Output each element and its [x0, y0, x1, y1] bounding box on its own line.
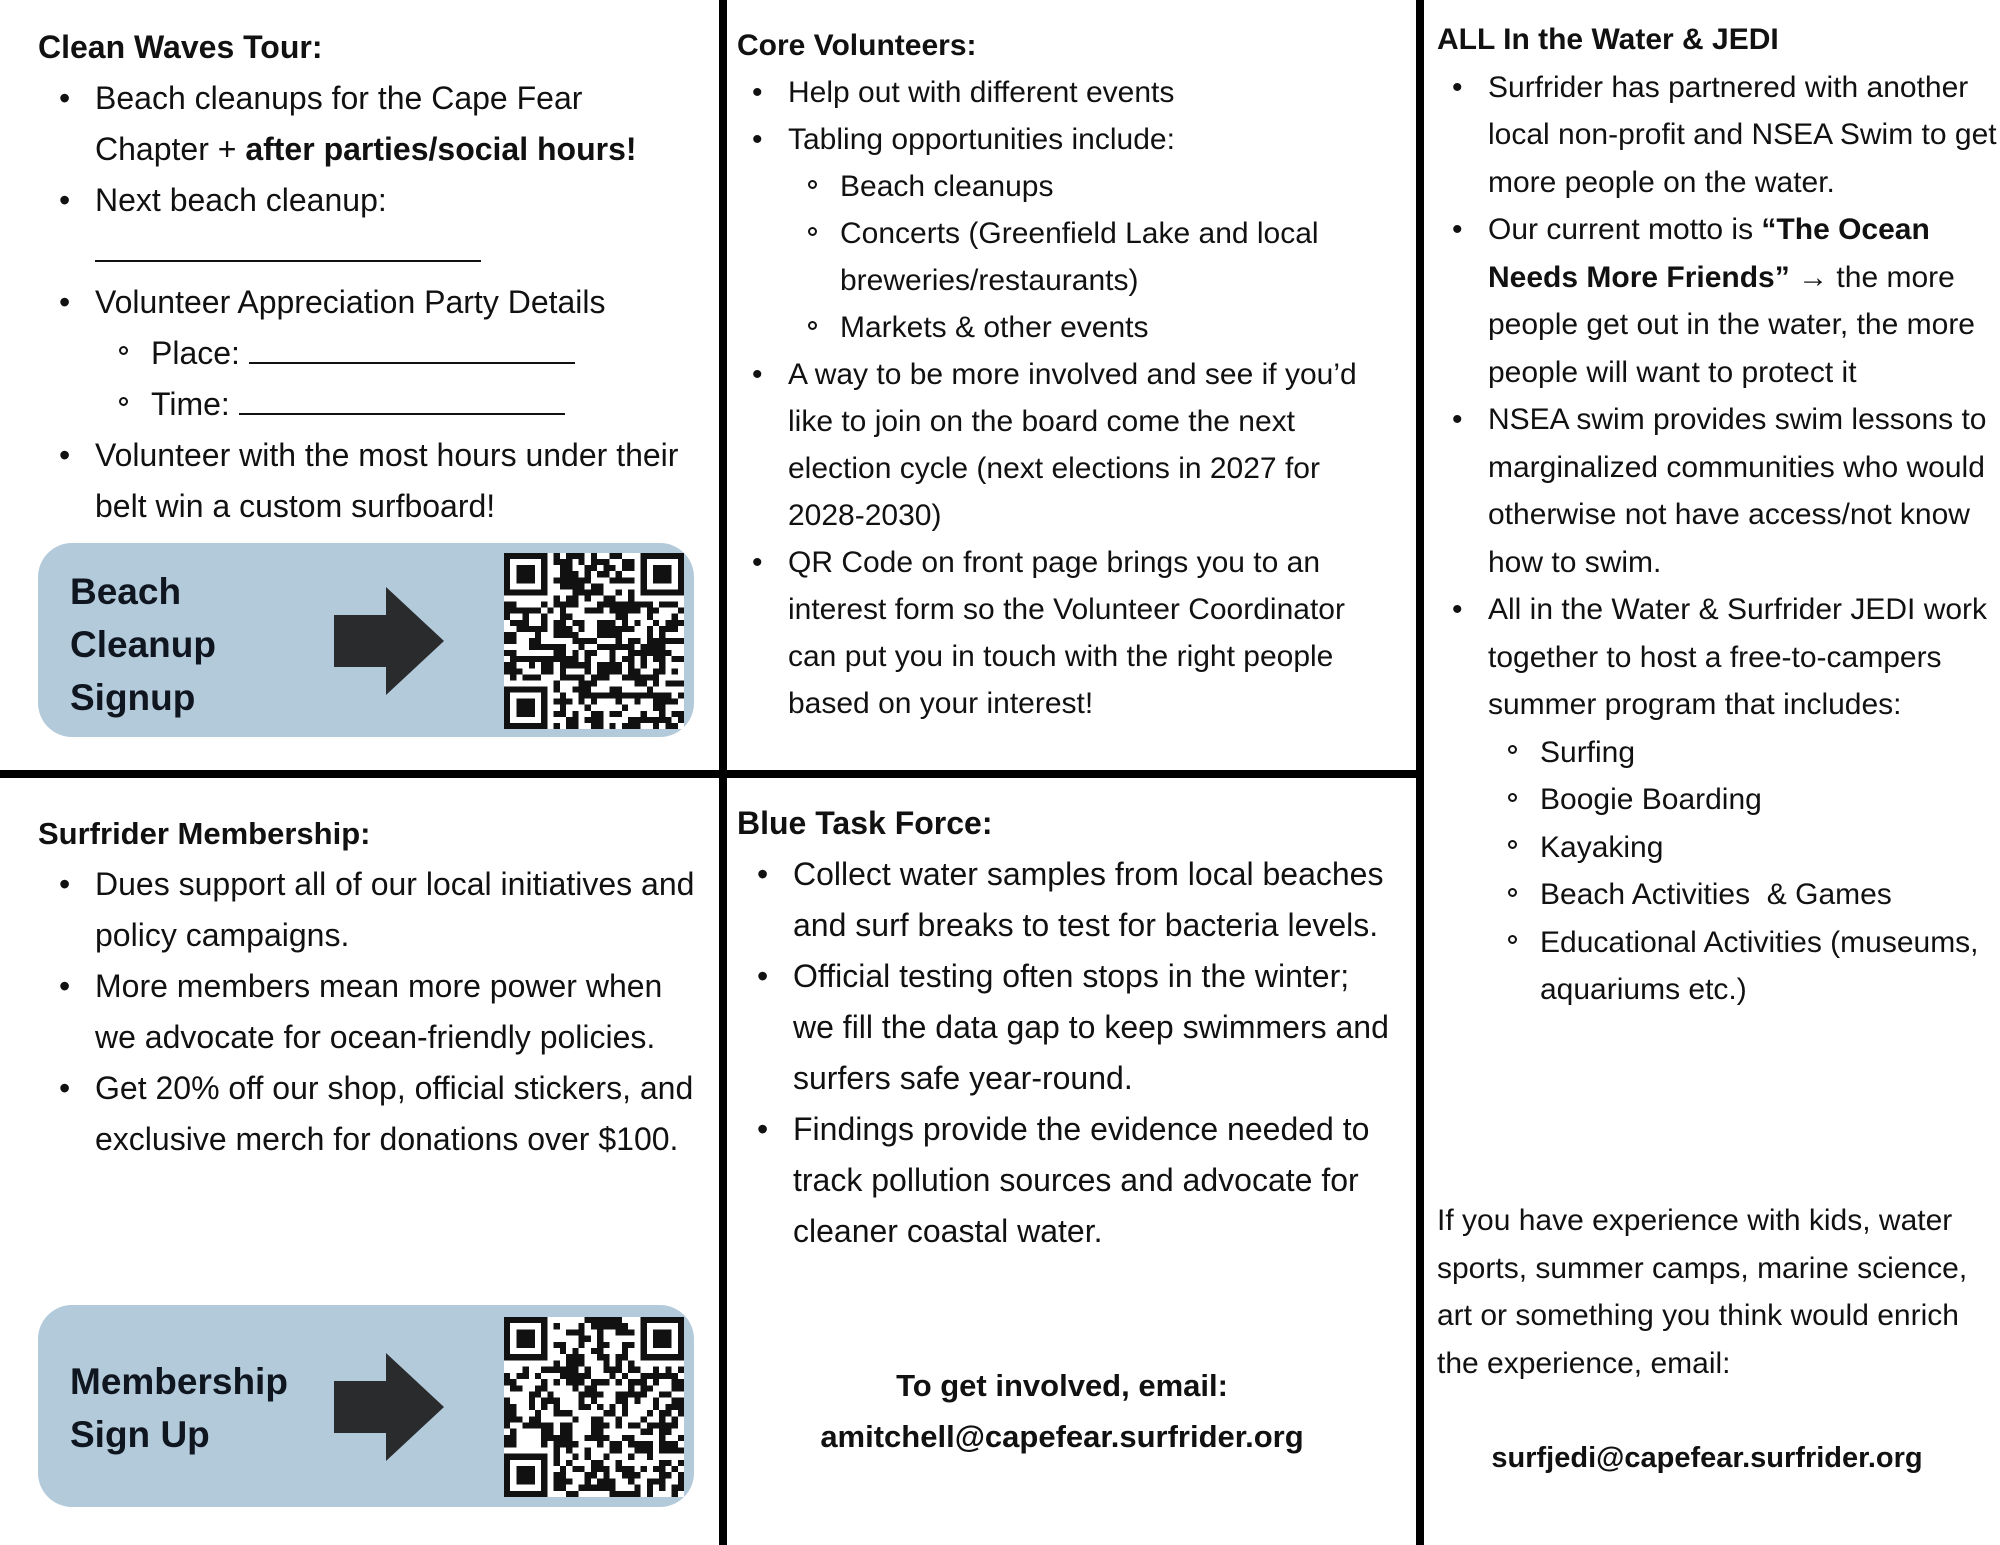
cleanup-date-blank: [95, 226, 481, 262]
clean-waves-heading: Clean Waves Tour:: [38, 29, 323, 65]
place-blank: [249, 332, 575, 364]
sub-list-item: Surfing: [1540, 729, 1997, 777]
card-label-line: Beach: [70, 571, 182, 612]
list-item-text: Volunteer Appreciation Party Details: [95, 284, 606, 320]
list-item-text: Our current motto is: [1488, 213, 1762, 246]
sub-list-item: [151, 379, 698, 430]
sub-list-item: Beach Activities & Games: [1540, 871, 1997, 919]
qr-code-icon[interactable]: [504, 1317, 684, 1497]
sub-list-item: Educational Activities (museums, aquariums etc.): [1540, 919, 1997, 1014]
list-item: • Official testing often stops in the winter; we fill the data gap to keep swimmers and surfers safe year-round.: [793, 951, 1397, 1104]
sub-list-item: Markets & other events: [840, 304, 1397, 351]
place-label: Place:: [151, 335, 240, 371]
list-item: • Help out with different events: [788, 69, 1397, 116]
list-item: • QR Code on front page brings you to an interest form so the Volunteer Coordinator can put you in touch with the right people based on your interest!: [788, 539, 1397, 727]
clean-waves-list: [95, 73, 698, 532]
list-item: • Findings provide the evidence needed to track pollution sources and advocate for cleaner coastal water.: [793, 1104, 1397, 1257]
jedi-heading: ALL In the Water & JEDI: [1437, 23, 1779, 56]
list-item: [1488, 586, 1997, 1014]
core-volunteers-heading: Core Volunteers:: [737, 29, 977, 62]
divider-horizontal-left: [0, 770, 720, 778]
card-label-line: Cleanup: [70, 624, 216, 665]
blue-task-force-contact: [737, 1360, 1387, 1462]
jedi-email-link[interactable]: surfjedi@capefear.surfrider.org: [1491, 1442, 1923, 1474]
card-label-line: Signup: [70, 677, 196, 718]
list-item-text: All in the Water & Surfrider JEDI work together to host a free-to-campers summer program that includes:: [1488, 593, 1988, 721]
sub-list-item: Concerts (Greenfield Lake and local breweries/restaurants): [840, 210, 1397, 304]
clean-waves-section: [38, 22, 698, 532]
list-item: [95, 175, 698, 277]
list-item: • A way to be more involved and see if you’d like to join on the board come the next election cycle (next elections in 2027 for 2028-2030): [788, 351, 1397, 539]
blue-task-force-list: [793, 849, 1397, 1257]
membership-section: [38, 808, 698, 1165]
membership-list: [95, 859, 698, 1165]
blue-task-force-section: [737, 798, 1397, 1257]
membership-signup-card[interactable]: [38, 1305, 694, 1507]
sub-list-item: Kayaking: [1540, 824, 1997, 872]
core-volunteers-section: [737, 22, 1397, 727]
list-item: • More members mean more power when we advocate for ocean-friendly policies.: [95, 961, 698, 1063]
right-arrow-icon: [334, 587, 444, 695]
divider-horizontal-middle: [719, 770, 1424, 778]
contact-email-link[interactable]: amitchell@capefear.surfrider.org: [820, 1419, 1304, 1454]
contact-label: To get involved, email:: [896, 1368, 1228, 1403]
list-item: • NSEA swim provides swim lessons to marginalized communities who would otherwise not have access/not know how to swim.: [1488, 396, 1997, 586]
list-item: • Dues support all of our local initiatives and policy campaigns.: [95, 859, 698, 961]
list-item: [95, 430, 698, 532]
membership-signup-label: [70, 1355, 288, 1461]
list-item: • Surfrider has partnered with another local non-profit and NSEA Swim to get more people on the water.: [1488, 64, 1997, 207]
time-label: Time:: [151, 386, 230, 422]
list-item: • Collect water samples from local beaches and surf breaks to test for bacteria levels.: [793, 849, 1397, 951]
list-item-bold: after parties/social hours!: [245, 131, 637, 167]
membership-heading: Surfrider Membership:: [38, 816, 371, 851]
card-label-line: Membership: [70, 1361, 288, 1402]
list-item-text: Beach cleanups for the Cape Fear Chapter +: [95, 80, 583, 167]
list-item: [1488, 206, 1997, 396]
right-arrow-icon: [334, 1353, 444, 1461]
list-item: [95, 277, 698, 430]
list-item-text: Next beach cleanup:: [95, 182, 387, 218]
jedi-list: [1488, 64, 1997, 1014]
time-blank: [239, 383, 565, 415]
list-item-text: → the more people get out in the water, the more people will want to protect it: [1488, 260, 1975, 389]
blue-task-force-heading: Blue Task Force:: [737, 805, 993, 841]
core-volunteers-list: [788, 69, 1397, 727]
card-label-line: Sign Up: [70, 1414, 210, 1455]
list-item: • Get 20% off our shop, official stickers, and exclusive merch for donations over $100.: [95, 1063, 698, 1165]
beach-cleanup-signup-card[interactable]: [38, 543, 694, 737]
jedi-section: [1437, 16, 1997, 1014]
sub-list-item: [151, 328, 698, 379]
qr-code-icon[interactable]: [504, 553, 684, 729]
list-item-text: Tabling opportunities include:: [788, 123, 1175, 156]
motto-text: “The Ocean Needs More Friends”: [1488, 213, 1930, 294]
beach-cleanup-signup-label: [70, 565, 216, 724]
list-item: [95, 73, 698, 175]
list-item-text: Volunteer with the most hours under their belt win a custom surfboard!: [95, 437, 679, 524]
list-item: [788, 116, 1397, 351]
sub-list-item: Beach cleanups: [840, 163, 1397, 210]
jedi-paragraph: If you have experience with kids, water sports, summer camps, marine science, art or something you think would enrich the experience, email:: [1437, 1204, 1968, 1380]
sub-list-item: Boogie Boarding: [1540, 776, 1997, 824]
